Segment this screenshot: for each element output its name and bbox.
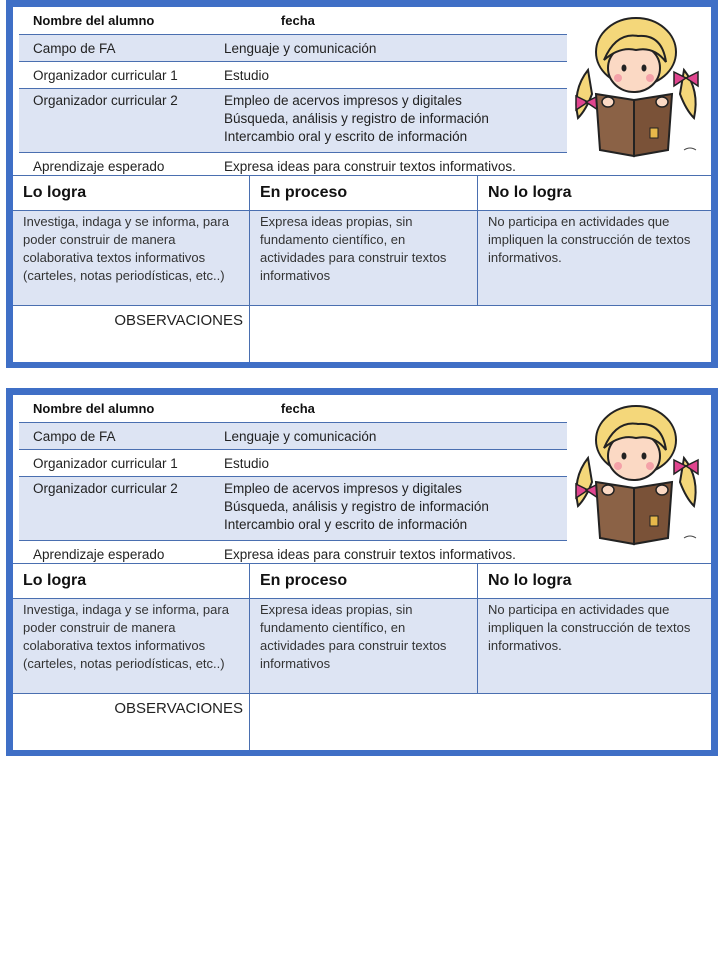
card-body [13,395,711,749]
observations-label: OBSERVACIONES [13,306,250,362]
girl-reading-book-icon [566,398,716,548]
rubric-header-row [13,175,711,211]
girl-reading-book-icon [566,10,716,160]
aprendizaje-label: Aprendizaje esperado [33,547,165,562]
campo-value: Lenguaje y comunicación [224,428,377,444]
rubric-grid [13,563,711,749]
org2-row [19,477,567,541]
org1-row [19,62,567,89]
campo-value: Lenguaje y comunicación [224,40,377,56]
col-en-proceso-header: En proceso [250,564,478,598]
col-lo-logra-text: Investiga, indaga y se informa, para poder construir de manera colaborativa textos informativos (carteles, notas periodísticas, etc..) [13,211,250,305]
aprendizaje-label: Aprendizaje esperado [33,159,165,174]
col-en-proceso-text: Expresa ideas propias, sin fundamento científico, en actividades para construir textos informativos [250,211,478,305]
col-no-lo-logra-text: No participa en actividades que impliquen la construcción de textos informativos. [488,602,691,653]
student-header-row [19,395,567,423]
org2-value [222,480,567,540]
observations-field[interactable] [250,694,711,750]
org1-label: Organizador curricular 1 [33,67,178,83]
org1-label: Organizador curricular 1 [33,455,178,471]
campo-row [19,35,567,62]
org2-label: Organizador curricular 2 [33,481,178,496]
date-label: fecha [280,401,315,416]
date-label: fecha [280,13,315,28]
col-lo-logra-header: Lo logra [13,176,250,210]
aprendizaje-value: Expresa ideas para construir textos informativos. [224,159,516,174]
col-no-lo-logra-header: No lo logra [488,572,572,589]
campo-row [19,423,567,450]
evaluation-card [6,388,718,756]
observations-field[interactable] [250,306,711,362]
student-header-row [19,7,567,35]
student-name-label: Nombre del alumno [33,13,155,28]
col-en-proceso-text: Expresa ideas propias, sin fundamento científico, en actividades para construir textos informativos [250,599,478,693]
org2-line: Intercambio oral y escrito de información [224,129,468,144]
col-lo-logra-text: Investiga, indaga y se informa, para poder construir de manera colaborativa textos informativos (carteles, notas periodísticas, etc..) [13,599,250,693]
aprendizaje-value: Expresa ideas para construir textos informativos. [224,547,516,562]
org2-row [19,89,567,153]
col-no-lo-logra-text: No participa en actividades que impliquen la construcción de textos informativos. [488,214,691,265]
org2-line: Empleo de acervos impresos y digitales [224,481,462,496]
org1-value: Estudio [224,67,270,83]
org2-label: Organizador curricular 2 [33,93,178,108]
info-table [19,395,567,568]
org1-value: Estudio [224,455,270,471]
evaluation-card [6,0,718,368]
col-en-proceso-header: En proceso [250,176,478,210]
rubric-grid [13,175,711,361]
observations-row [13,306,711,362]
observations-row [13,694,711,750]
card-body [13,7,711,361]
org2-line: Búsqueda, análisis y registro de información [224,111,489,126]
org2-line: Búsqueda, análisis y registro de información [224,499,489,514]
col-no-lo-logra-header: No lo logra [488,184,572,201]
rubric-description-row [13,211,711,306]
observations-label: OBSERVACIONES [13,694,250,750]
org1-row [19,450,567,477]
student-name-label: Nombre del alumno [33,401,155,416]
org2-line: Intercambio oral y escrito de información [224,517,468,532]
col-lo-logra-header: Lo logra [13,564,250,598]
campo-label: Campo de FA [33,40,116,56]
org2-line: Empleo de acervos impresos y digitales [224,93,462,108]
org2-value [222,92,567,152]
rubric-header-row [13,563,711,599]
campo-label: Campo de FA [33,428,116,444]
rubric-description-row [13,599,711,694]
info-table [19,7,567,180]
